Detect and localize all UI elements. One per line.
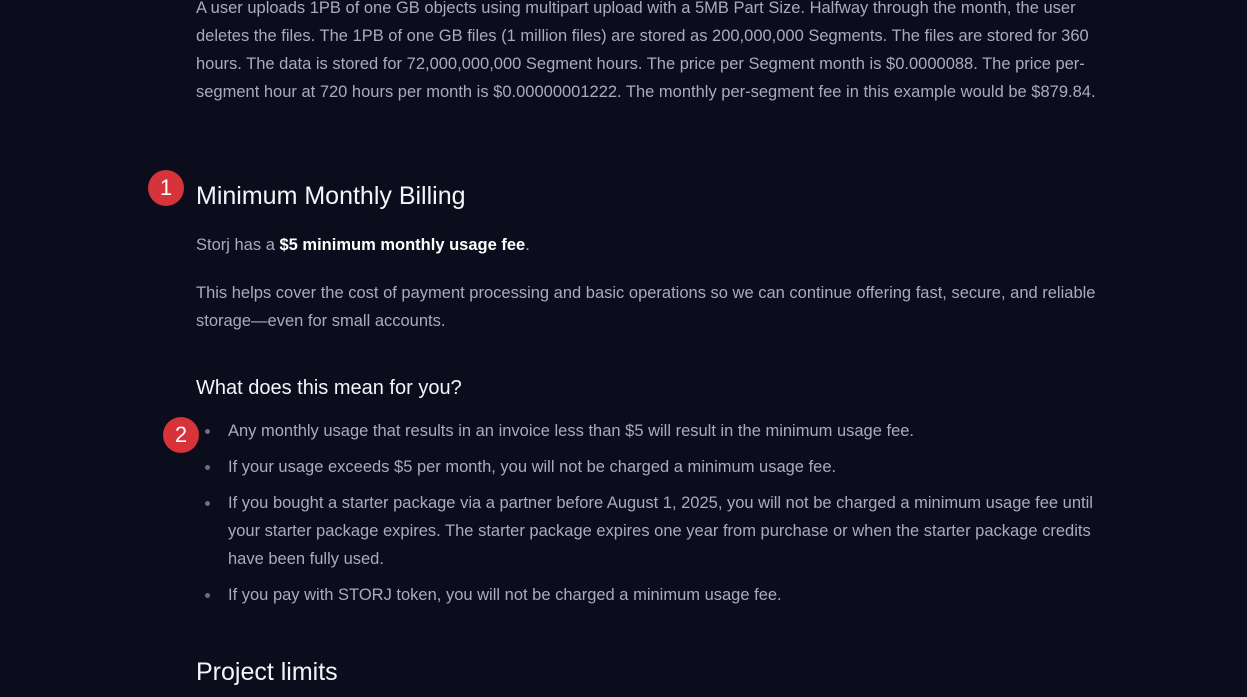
list-item (196, 453, 1096, 481)
list-item (196, 581, 1096, 609)
bullet-icon (205, 501, 210, 506)
meaning-list (196, 417, 1096, 617)
bullet-icon (205, 429, 210, 434)
project-limits-heading: Project limits (196, 658, 338, 686)
list-item (196, 489, 1096, 573)
list-item (196, 417, 1096, 445)
fee-explanation-paragraph: This helps cover the cost of payment processing and basic operations so we can continue offering fast, secure, and reliable storage—even for small accounts. (196, 284, 1096, 330)
intro-paragraph: A user uploads 1PB of one GB objects using multipart upload with a 5MB Part Size. Halfway through the month, the user deletes the files. The 1PB of one GB files (1 million files) are stored as 200,000,000 Segments. The files are stored for 360 hours. The data is stored for 72,000,000,000 Segment hours. The price per Segment month is $0.0000088. The price per-segment hour at 720 hours per month is $0.00000001222. The monthly per-segment fee in this example would be $879.84. (196, 0, 1096, 101)
what-does-this-mean-heading: What does this mean for you? (196, 377, 462, 399)
bullet-icon (205, 465, 210, 470)
list-item-text: If your usage exceeds $5 per month, you will not be charged a minimum usage fee. (228, 458, 837, 476)
list-item-text: If you bought a starter package via a partner before August 1, 2025, you will not be charged a minimum usage fee until your starter package expires. The starter package expires one year from purchase or when the starter package credits have been fully used. (228, 494, 1093, 568)
step-marker-1: 1 (148, 170, 184, 206)
fee-suffix: . (525, 236, 530, 254)
fee-prefix: Storj has a (196, 236, 280, 254)
step-marker-2: 2 (163, 417, 199, 453)
minimum-fee-paragraph (196, 231, 1096, 259)
list-item-text: If you pay with STORJ token, you will not be charged a minimum usage fee. (228, 586, 782, 604)
bullet-icon (205, 593, 210, 598)
list-item-text: Any monthly usage that results in an invoice less than $5 will result in the minimum usage fee. (228, 422, 915, 440)
minimum-monthly-billing-heading: Minimum Monthly Billing (196, 182, 466, 210)
article-content (196, 0, 1096, 686)
fee-bold-text: $5 minimum monthly usage fee (279, 236, 526, 254)
